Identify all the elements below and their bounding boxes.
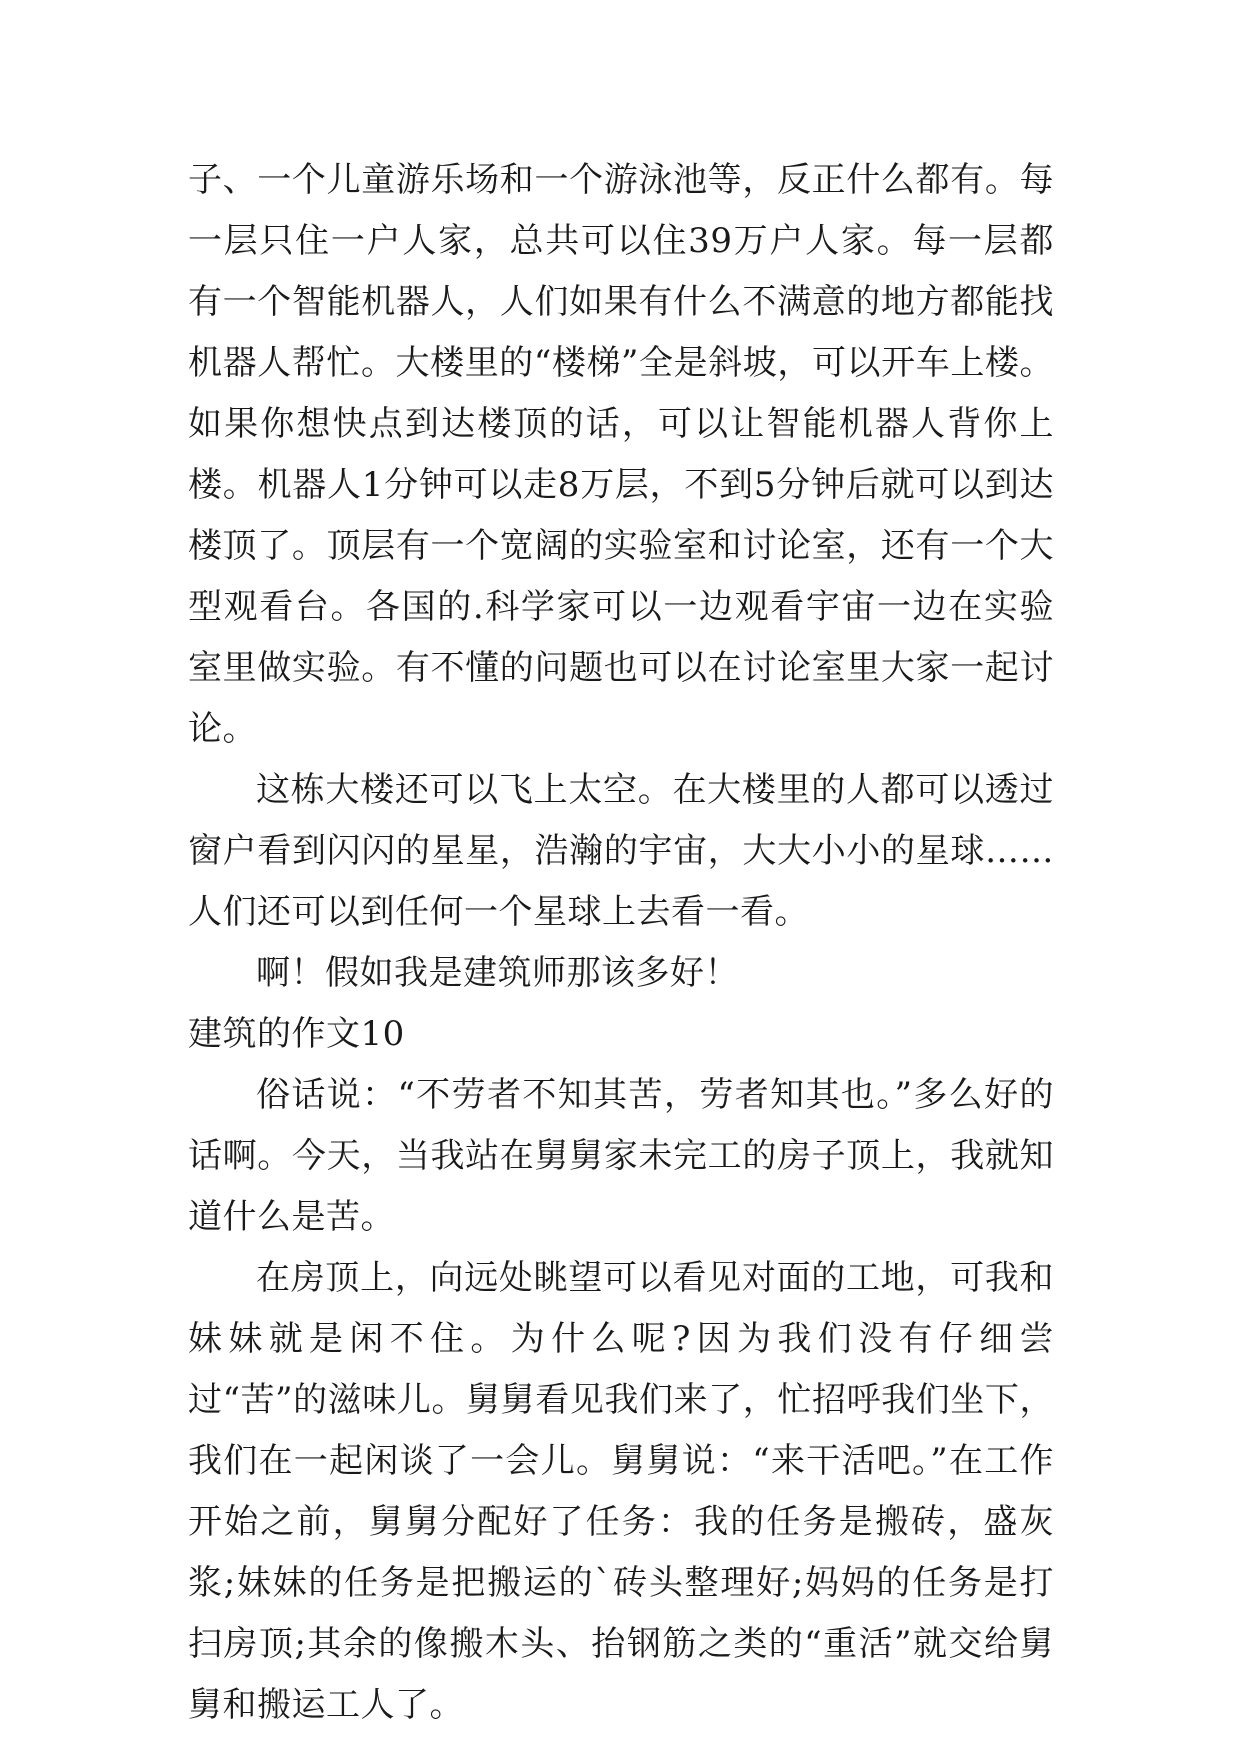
paragraph-wish-architect: 啊！假如我是建筑师那该多好！	[256, 953, 739, 993]
paragraph-building-description: 子、一个儿童游乐场和一个游泳池等，反正什么都有。每一层只住一户人家，总共可以住39万户人家。每一层都有一个智能机器人，人们如果有什么不满意的地方都能找机器人帮忙。大楼里的“楼梯”全是斜坡，可以开车上楼。如果你想快点到达楼顶的话，可以让智能机器人背你上楼。机器人1分钟可以走8万层，不到5分钟后就可以到达楼顶了。顶层有一个宽阔的实验室和讨论室，还有一个大型观看台。各国的.科学家可以一边观看宇宙一边在实验室里做实验。有不懂的问题也可以在讨论室里大家一起讨论。	[188, 160, 1054, 749]
document-body	[188, 150, 1054, 1736]
section-heading: 建筑的作文10	[188, 1014, 405, 1054]
paragraph-fly-to-space: 这栋大楼还可以飞上太空。在大楼里的人都可以透过窗户看到闪闪的星星，浩瀚的宇宙，大大小小的星球……人们还可以到任何一个星球上去看一看。	[188, 770, 1054, 932]
paragraph-rooftop-work: 在房顶上，向远处眺望可以看见对面的工地，可我和妹妹就是闲不住。为什么呢?因为我们没有仔细尝过“苦”的滋味儿。舅舅看见我们来了，忙招呼我们坐下，我们在一起闲谈了一会儿。舅舅说：“来干活吧。”在工作开始之前，舅舅分配好了任务：我的任务是搬砖，盛灰浆;妹妹的任务是把搬运的`砖头整理好;妈妈的任务是打扫房顶;其余的像搬木头、抬钢筋之类的“重活”就交给舅舅和搬运工人了。	[188, 1258, 1054, 1725]
paragraph-proverb: 俗话说：“不劳者不知其苦，劳者知其也。”多么好的话啊。今天，当我站在舅舅家未完工的房子顶上，我就知道什么是苦。	[188, 1075, 1054, 1237]
